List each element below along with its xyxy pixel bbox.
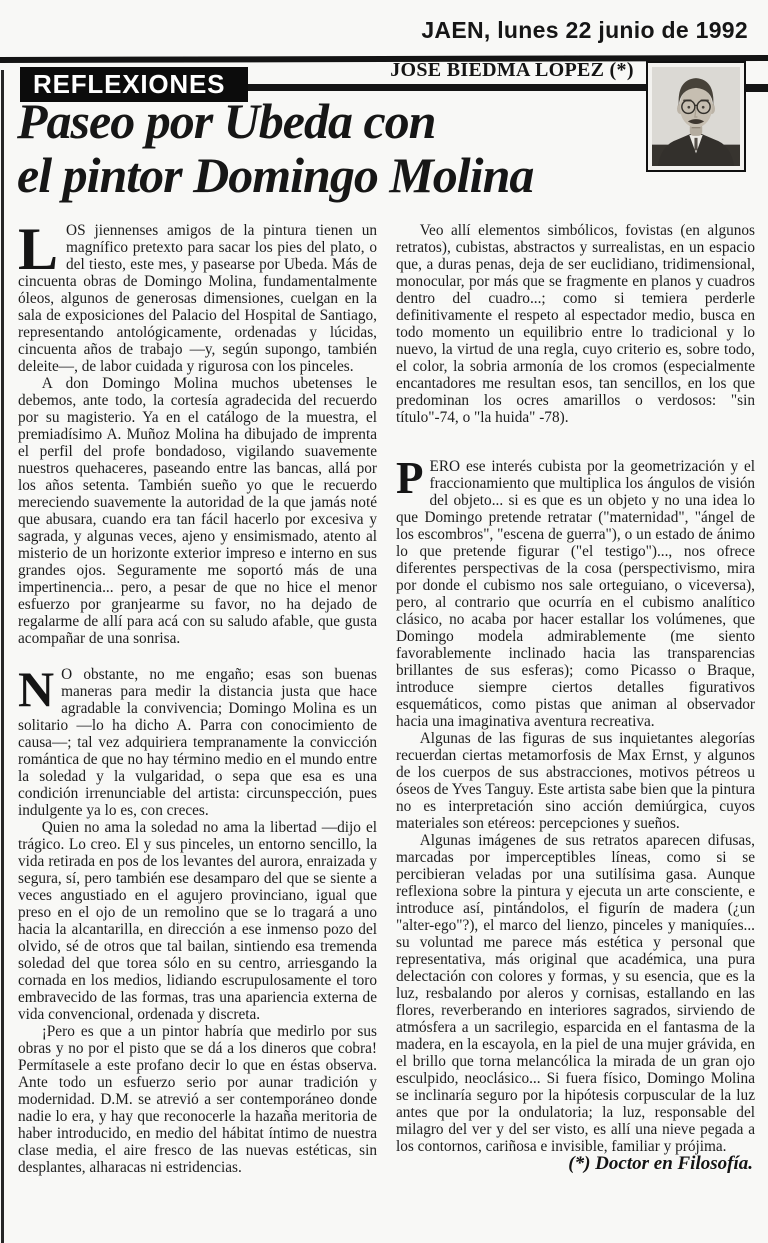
mid-rule bbox=[238, 84, 649, 91]
paragraph bbox=[396, 730, 755, 832]
paragraph-text: ERO ese interés cubista por la geometrización y el fraccionamiento que multiplica los ángulos de visión del objeto... si es que es un objeto y no una idea lo que Domingo pretende retratar ("maternidad", "ángel de los escombros", "escena de guerra"), o un estado de ánimo lo que pretende figurar ("el testigo")..., nos ofrece diferentes perspectivas de la cosa (perspectivismo, mira por donde el cubismo nos sale orteguiano, o viceversa), pero, al contrario que ocurría en el cubismo analítico clásico, no acaba por hacer estallar los volúmenes, que Domingo modela admirablemente (me siento favorablemente inclinado hacia las transparencias brillantes de sus esferas); como Picasso o Braque, introduce siempre ciertos detalles figurativos esquemáticos, como pistas que animan al observador hacia una imaginativa aventura recreativa. bbox=[396, 458, 755, 730]
paragraph bbox=[18, 1023, 377, 1176]
right-column bbox=[396, 222, 755, 1176]
author-photo bbox=[646, 61, 746, 172]
paragraph-text: A don Domingo Molina muchos ubetenses le debemos, ante todo, la cortesía agradecida del recuerdo por su magisterio. Ya en el catálogo de la muestra, el premiadísimo A. Muñoz Molina ha dibujado de imprenta el perfil del profe bondadoso, vigilando suavemente nuestros quehaceres, paseando entre las bancas, allá por los años setenta. También sueño yo que le recuerdo mereciendo suavemente la autoridad de la que jamás noté que abusara, cuando era tan fácil hacerlo por excesiva y sagrada, y algunas veces, ajeno y ensimismado, atento al misterio de un horizonte exterior impreso e interno en sus grandes ojos. Seguramente me soportó más de una impertinencia... pero, a pesar de que no hice el menor esfuerzo por granjearme su favor, no ha dejado de regalarme de allí para acá con su saludo afable, que gusta acompañar de una sonrisa. bbox=[18, 375, 377, 647]
paragraph bbox=[18, 819, 377, 1023]
paragraph bbox=[396, 453, 755, 730]
drop-cap: P bbox=[396, 453, 424, 503]
mid-rule-stub bbox=[744, 84, 768, 92]
paragraph-text: Algunas imágenes de sus retratos aparecen difusas, marcadas por imperceptibles líneas, como si se percibieran veladas por una sutilísima gasa. Aunque reflexiona sobre la pintura y ejecuta un arte consciente, e introduce así, pintándolos, el figurín de madera (¿un "alter-ego"?), el marco del lienzo, pinceles y maniquíes... su voluntad me parece más estética y personal que representativa, más original que académica, una pura delectación con colores y formas, y su esencia, que es la luz, resbalando por aleros y cornisas, estallando en las flores, reverberando en interiores sagrados, sirviendo de atmósfera a un sacrilegio, esparcida en el fantasma de la madera, en la escayola, en la piel de una mujer grávida, en el brillo que torna melancólica la mirada de un gran ojo esculpido, neoclásico... Si fuera físico, Domingo Molina se inclinaría seguro por la hipótesis corpuscular de la luz antes que por la ondulatoria; la luz, responsable del milagro del ver y del ser visto, es allí una nieve pegada a los contornos, cariñosa e invisible, familiar y prójima. bbox=[396, 832, 755, 1155]
paragraph bbox=[396, 832, 755, 1155]
paragraph-text: Algunas de las figuras de sus inquietantes alegorías recuerdan ciertas metamorfosis de Max Ernst, y algunos de los cuerpos de sus abstracciones, motivos pétreos u óseos de Yves Tanguy. Este artista sabe bien que la pintura no es interpretación sino acción demiúrgica, cuyos materiales son etéreos: percepciones y sueños. bbox=[396, 730, 755, 832]
paragraph-text: Quien no ama la soledad no ama la libertad —dijo el trágico. Lo creo. El y sus pinceles, un entorno sencillo, la vida retirada en pos de los levantes del aurora, enraizada y segura, sí, pero también ese desamparo del que se siente a veces angustiado en el agujero provinciano, igual que preso en el ojo de un remolino que se lo tragará a uno hacia la alcantarilla, en dirección a ese inmenso pozo del olvido, sé de otros que tal bailan, sintiendo esa tremenda soledad del que torea sólo en su centro, arriesgando la cornada en los medios, lidiando escrupulosamente el toro embravecido de las formas, tras una apariencia externa de vida convencional, ordenada y discreta. bbox=[18, 819, 377, 1023]
article-title bbox=[17, 94, 533, 202]
paragraph bbox=[18, 375, 377, 647]
paragraph-text: Veo allí elementos simbólicos, fovistas (en algunos retratos), cubistas, abstractos y surrealistas, en un espacio que, a duras penas, deja de ser euclidiano, tridimensional, monocular, por más que se fragmente en planos y cuadros dentro del cuadro...; como si temiera perderle definitivamente el respeto al espectador medio, busca en todo momento un equilibrio entre lo tradicional y lo nuevo, la virtud de una regla, cuyo criterio es, sobre todo, el color, la sobria armonía de los cromos (especialmente encantadores me resultan esos, tan sencillos, en los que predominan los ocres amarillos o verdosos: "sin título"-74, o "la huida" -78). bbox=[396, 222, 755, 426]
title-line-1: Paseo por Ubeda con bbox=[17, 93, 436, 149]
drop-cap: N bbox=[18, 661, 55, 717]
author-portrait bbox=[652, 67, 740, 166]
paragraph-text: OS jiennenses amigos de la pintura tienen un magnífico pretexto para sacar los pies del plato, o del tiesto, este mes, y pasearse por Ubeda. Más de cincuenta obras de Domingo Molina, fundamentalmente óleos, algunos de generosas dimensiones, cuelgan en la sala de exposiciones del Palacio del Hospital de Santiago, representando antológicamente, ordenadas y lúcidas, cincuenta años de trabajo —y, según supongo, también deleite—, de labor cuidada y rigurosa con los pinceles. bbox=[18, 222, 377, 375]
left-edge-rule bbox=[1, 70, 4, 1243]
date-line: JAEN, lunes 22 junio de 1992 bbox=[421, 17, 748, 43]
paragraph-text: ¡Pero es que a un pintor habría que medirlo por sus obras y no por el pisto que se dá a los dineros que cobra! Permítasele a este profano decir lo que en éstas observa. Ante todo un esfuerzo serio por aunar tradición y modernidad. D.M. se atrevió a ser contemporáneo donde nadie lo era, y hay que reconocerle la hazaña meritoria de haber introducido, en medio del hábitat íntimo de nuestra clase media, el aire fresco de las nuevas estéticas, sin desplantes, alharacas ni estridencias. bbox=[18, 1023, 377, 1176]
paragraph-text: O obstante, no me engaño; esas son buenas maneras para medir la distancia justa que hace agradable la convivencia; Domingo Molina es un solitario —lo ha dicho A. Parra con conocimiento de causa—; tal vez adquiriera tempranamente la convicción romántica de que no hay término medio en el mundo entre la soledad y la vulgaridad, o sepa que esa es una condición irrenunciable del artista: circunspección, pues indulgente ya lo es, con creces. bbox=[18, 666, 377, 819]
byline: JOSE BIEDMA LOPEZ (*) bbox=[390, 59, 634, 81]
article-body bbox=[18, 216, 755, 1176]
paragraph bbox=[18, 661, 377, 819]
author-footnote: (*) Doctor en Filosofía. bbox=[568, 1153, 753, 1174]
paragraph bbox=[18, 216, 377, 375]
drop-cap: L bbox=[18, 216, 59, 282]
left-column bbox=[18, 216, 377, 1176]
title-line-2: el pintor Domingo Molina bbox=[17, 147, 534, 203]
paragraph bbox=[396, 222, 755, 426]
section-label: REFLEXIONES bbox=[33, 69, 226, 99]
